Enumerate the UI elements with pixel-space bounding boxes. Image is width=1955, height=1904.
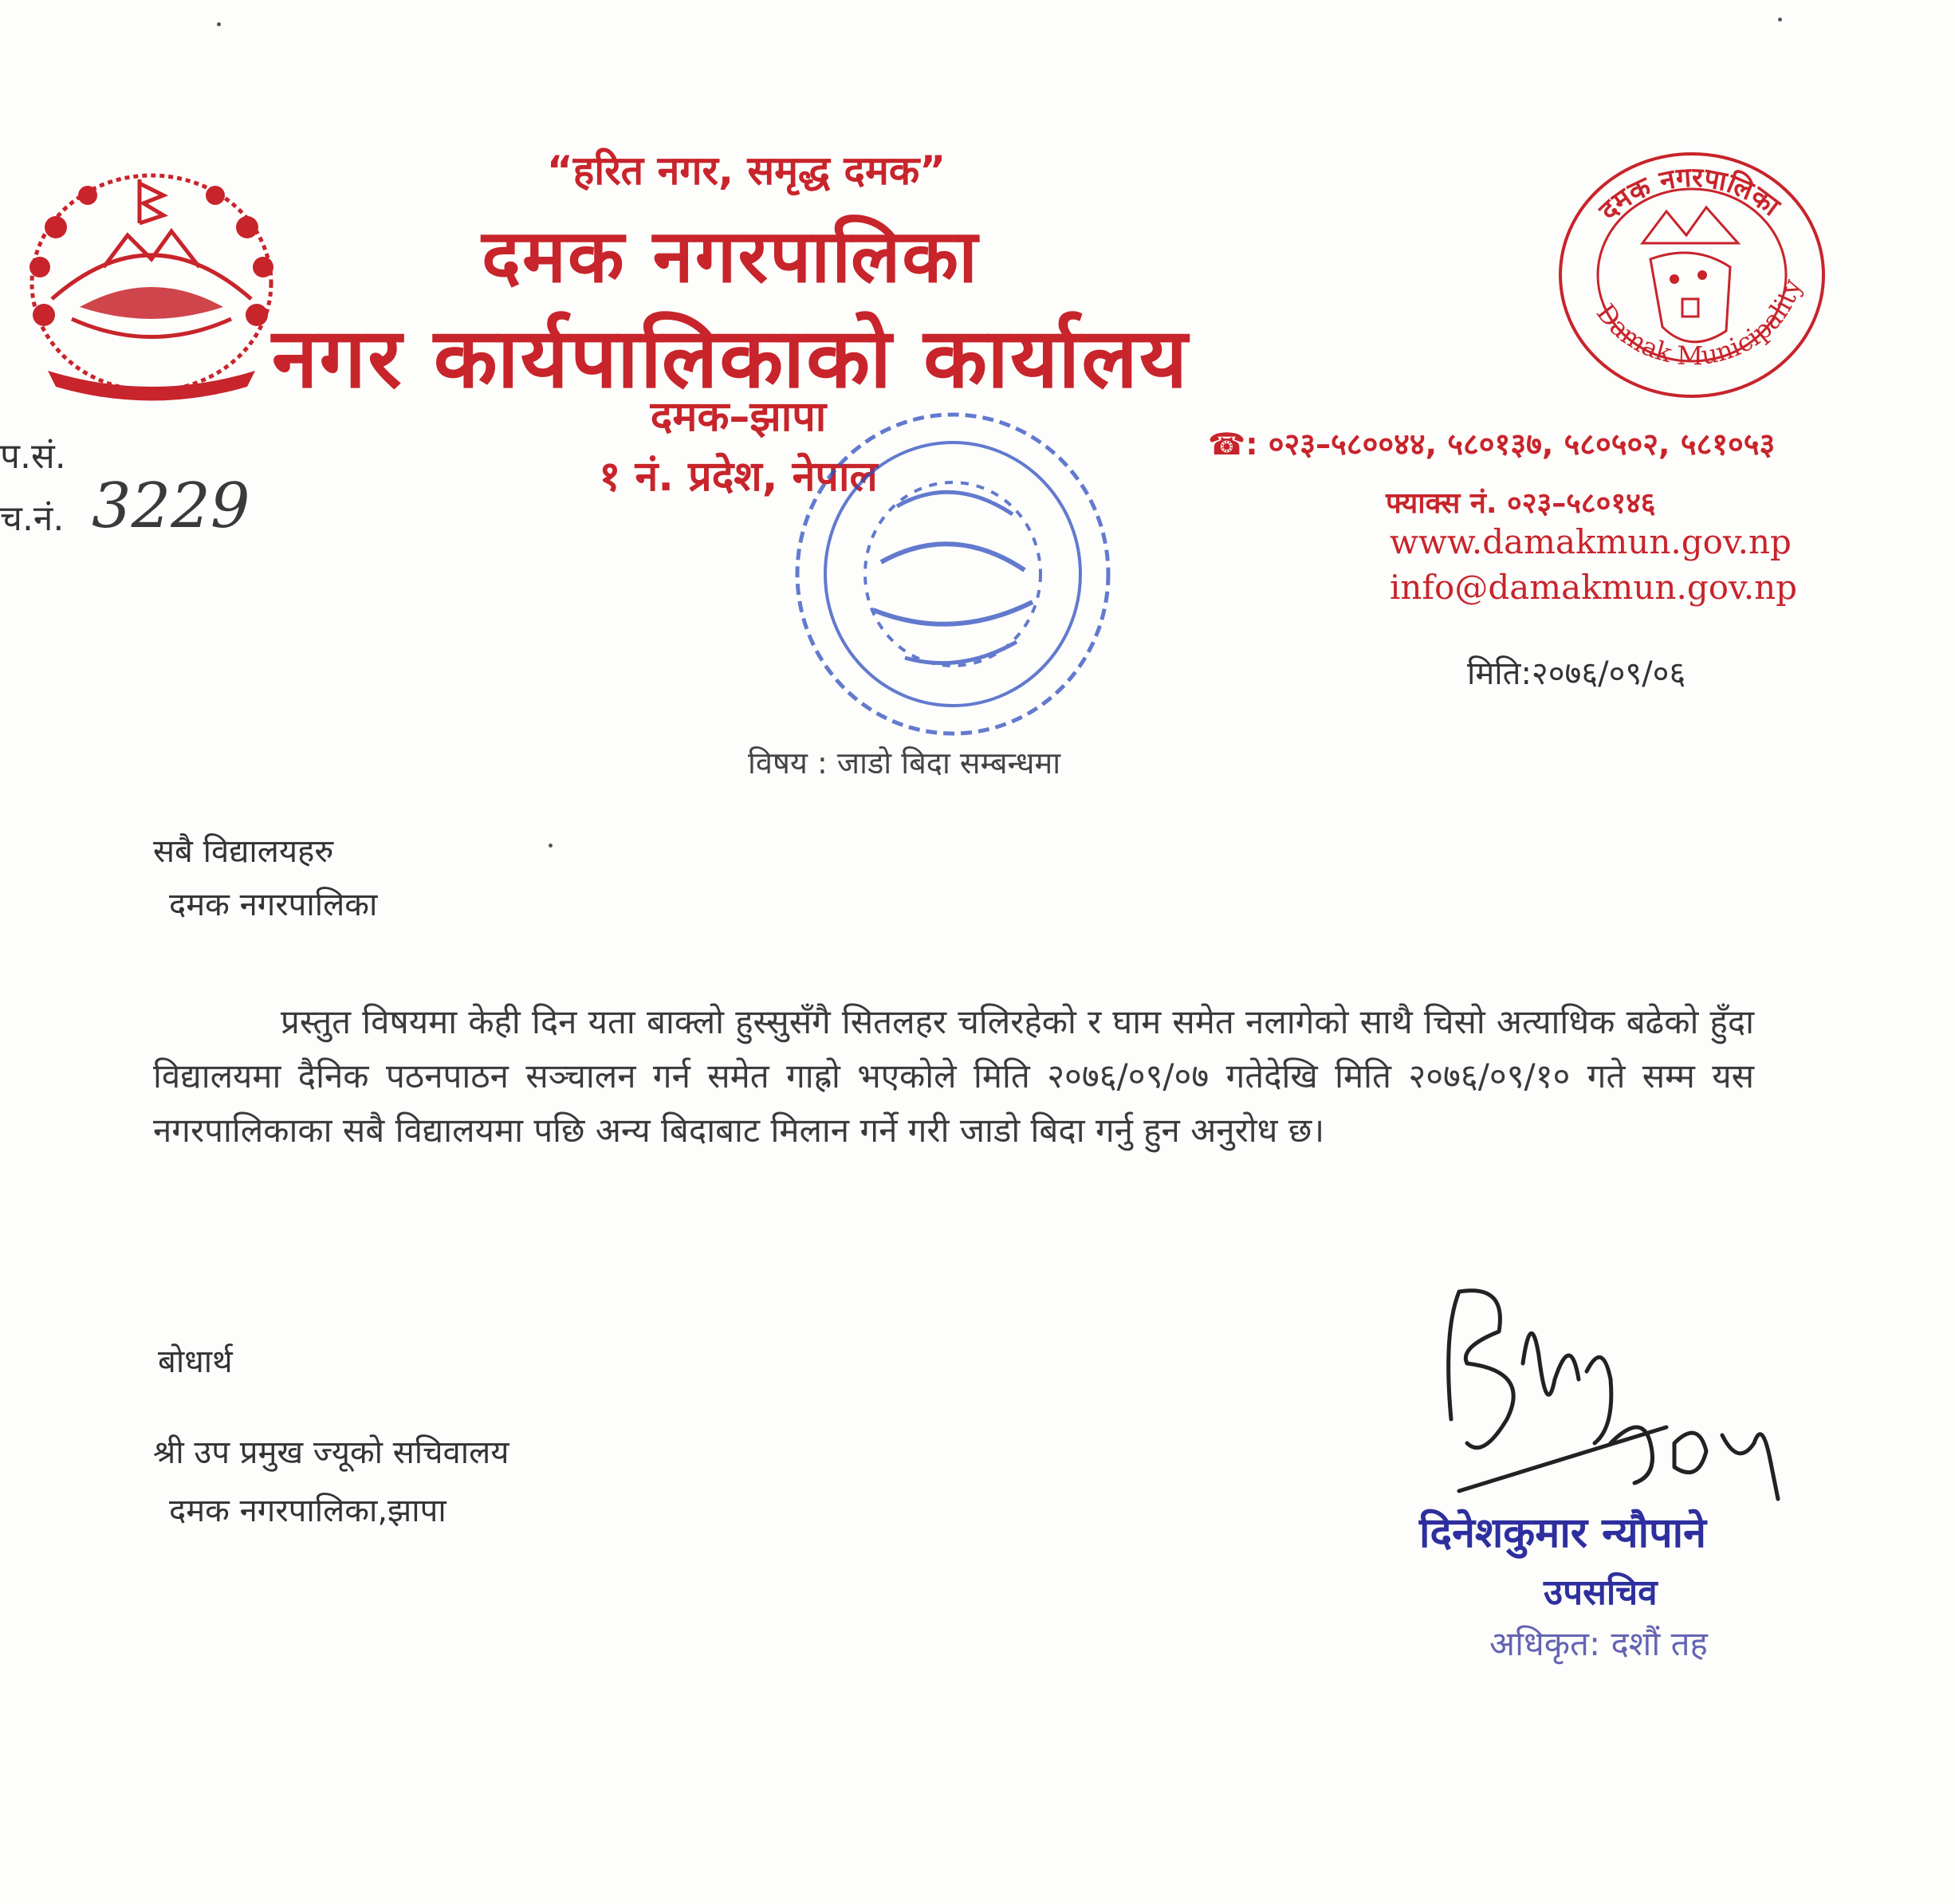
email-link[interactable]: info@damakmun.gov.np: [1390, 568, 1798, 607]
office-stamp-icon: [785, 403, 1120, 745]
scan-speck: [549, 844, 553, 848]
recipient-line-1: सबै विद्यालयहरु: [153, 833, 334, 870]
damak-municipality-seal-icon: [1555, 148, 1830, 403]
subject-line: विषय : जाडो बिदा सम्बन्धमा: [748, 745, 1061, 781]
patra-sankhya-label: प.सं.: [0, 436, 66, 477]
letter-date: मिति:२०७६/०९/०६: [1467, 655, 1686, 692]
scan-speck: [1778, 18, 1782, 22]
seal-nepali-text: दमक नगरपालिका: [1592, 161, 1786, 227]
address-line-2: १ नं. प्रदेश, नेपाल: [599, 453, 878, 501]
seal-english-text: Damak Municipality: [1590, 275, 1807, 372]
svg-text:Damak Municipality: [1591, 275, 1807, 371]
phone-number: [1208, 423, 1775, 464]
phone-text: : ०२३–५८००४४, ५८०१३७, ५८०५०२, ५८१०५३: [1245, 427, 1776, 462]
signatory-rank: अधिकृत: दशौं तह: [1489, 1624, 1708, 1663]
recipient-line-2: दमक नगरपालिका: [169, 887, 378, 923]
cc-line-2: दमक नगरपालिका,झापा: [169, 1493, 446, 1529]
fax-number: फ्याक्स नं. ०२३–५८०१४६: [1386, 487, 1656, 520]
handwritten-signature: [1411, 1260, 1826, 1523]
signatory-title: उपसचिव: [1544, 1572, 1658, 1613]
chalani-label: च.नं.: [0, 498, 65, 539]
website-link[interactable]: www.damakmun.gov.np: [1390, 522, 1792, 561]
scan-speck: [217, 22, 221, 26]
letter-body: प्रस्तुत विषयमा केही दिन यता बाक्लो हुस्सुसँगै सितलहर चलिरहेको र घाम समेत नलागेको साथै चिसो अत्याधिक बढेको हुँदा विद्यालयमा दैनिक पठनपाठन सञ्चालन गर्न समेत गाह्रो भएकोले मिति २०७६/०९/०७ गतेदेखि मिति २०७६/०९/१० गते सम्म यस नगरपालिकाका सबै विद्यालयमा पछि अन्य बिदाबाट मिलान गर्ने गरी जाडो बिदा गर्नु हुन अनुरोध छ।: [153, 1002, 1754, 1150]
phone-icon: ☎: [1208, 427, 1246, 462]
municipality-name: दमक नगरपालिका: [482, 214, 979, 299]
cc-line-1: श्री उप प्रमुख ज्यूको सचिवालय: [153, 1434, 509, 1471]
chalani-number: 3229: [92, 470, 250, 542]
slogan: “हरित नगर, समृद्ध दमक”: [546, 148, 946, 194]
office-name: नगर कार्यपालिकाको कार्यालय: [271, 309, 1190, 407]
signatory-name: दिनेशकुमार न्यौपाने: [1419, 1509, 1707, 1557]
address-line-1: दमक–झापा: [650, 393, 827, 441]
cc-label: बोधार्थ: [158, 1343, 233, 1380]
